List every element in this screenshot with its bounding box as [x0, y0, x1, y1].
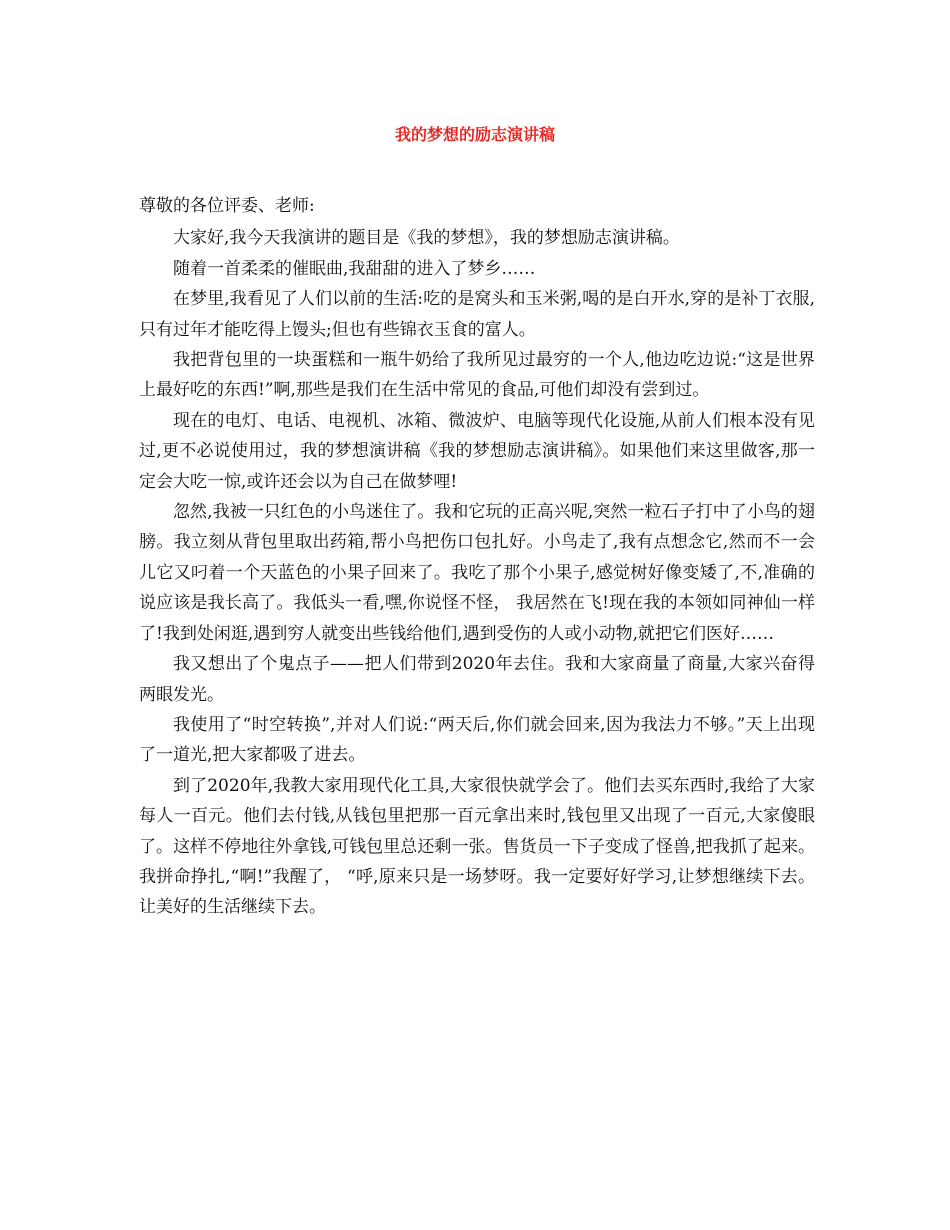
document-title: 我的梦想的励志演讲稿 — [394, 125, 555, 144]
paragraph: 我使用了“时空转换”,并对人们说:“两天后,你们就会回来,因为我法力不够。”天上出现了一道光,把大家都吸了进去。 — [139, 714, 815, 766]
paragraph: 忽然,我被一只红色的小鸟迷住了。我和它玩的正高兴呢,突然一粒石子打中了小鸟的翅膀。我立刻从背包里取出药箱,帮小鸟把伤口包扎好。小鸟走了,我有点想念它,然而不一会儿它又叼着一个天蓝色的小果子回来了。我吃了那个小果子,感觉树好像变矮了,不,准确的说应该是我长高了。我低头一看,嘿,你说怪不怪， 我居然在飞!现在我的本领如同神仙一样了!我到处闲逛,遇到穷人就变出些钱给他们,遇到受伤的人或小动物,就把它们医好…… — [139, 502, 815, 644]
paragraph: 随着一首柔柔的催眠曲,我甜甜的进入了梦乡…… — [173, 258, 536, 279]
paragraph: 现在的电灯、电话、电视机、冰箱、微波炉、电脑等现代化设施,从前人们根本没有见过,更不必说使用过，我的梦想演讲稿《我的梦想励志演讲稿》。如果他们来这里做客,那一定会大吃一惊,或许还会以为自己在做梦哩! — [139, 410, 815, 492]
paragraph: 我把背包里的一块蛋糕和一瓶牛奶给了我所见过最穷的一个人,他边吃边说:“这是世界上最好吃的东西!”啊,那些是我们在生活中常见的食品,可他们却没有尝到过。 — [139, 350, 815, 401]
document-body — [139, 191, 815, 923]
paragraph: 我又想出了个鬼点子——把人们带到2020年去住。我和大家商量了商量,大家兴奋得两眼发光。 — [139, 654, 815, 705]
paragraph: 大家好,我今天我演讲的题目是《我的梦想》，我的梦想励志演讲稿。 — [173, 228, 680, 249]
salutation: 尊敬的各位评委、老师: — [139, 196, 315, 216]
paragraph: 在梦里,我看见了人们以前的生活:吃的是窝头和玉米粥,喝的是白开水,穿的是补丁衣服,只有过年才能吃得上馒头;但也有些锦衣玉食的富人。 — [139, 289, 815, 340]
paragraph: 到了2020年,我教大家用现代化工具,大家很快就学会了。他们去买东西时,我给了大家每人一百元。他们去付钱,从钱包里把那一百元拿出来时,钱包里又出现了一百元,大家傻眼了。这样不停地往外拿钱,可钱包里总还剩一张。售货员一下子变成了怪兽,把我抓了起来。我拼命挣扎,“啊!”我醒了， “呼,原来只是一场梦呀。我一定要好好学习,让梦想继续下去。让美好的生活继续下去。 — [139, 775, 815, 918]
